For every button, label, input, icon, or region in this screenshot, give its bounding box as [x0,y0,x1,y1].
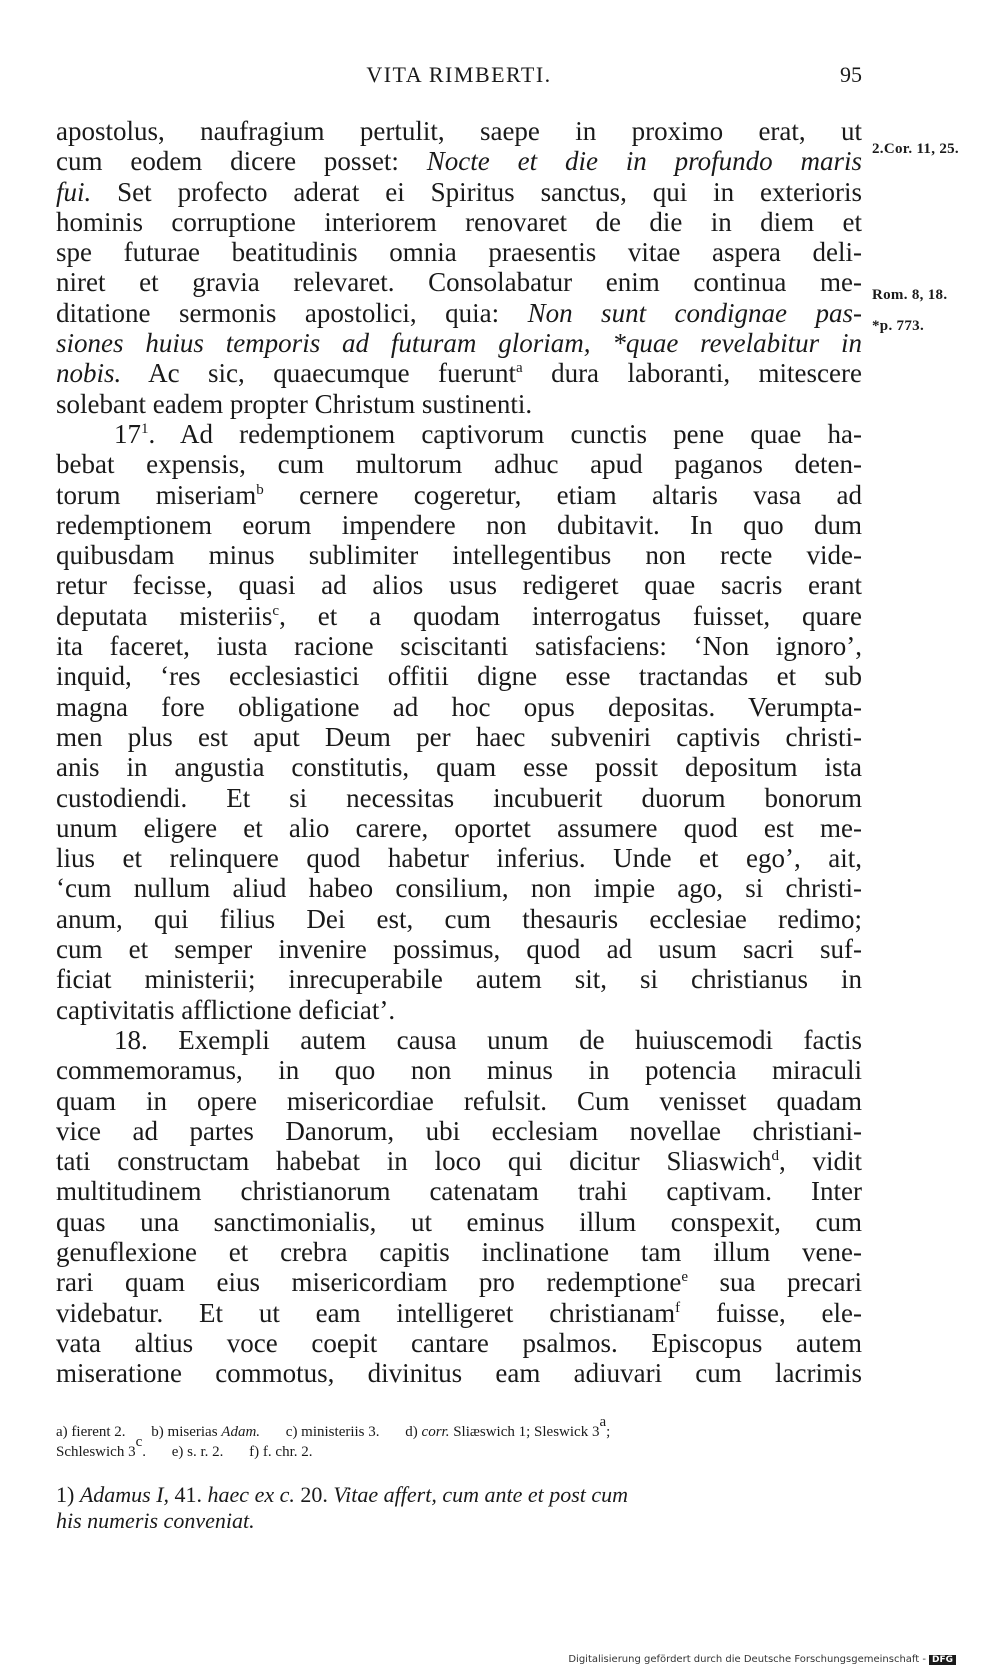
source-author: Adamus I, [79,1482,170,1507]
text-line: quas una sanctimonialis, ut eminus illum conspexit, cum [56,1206,862,1237]
footnote-line [56,1482,876,1508]
scripture-quote: Non sunt condignae pas- [527,297,862,328]
text-line: captivitatis afflictione deficiat’. [56,994,396,1025]
text-line: multitudinem christianorum catenatam trahi captivam. Inter [56,1176,862,1207]
footnote-b-source: Adam. [221,1424,261,1440]
text-span: Set profecto aderat ei Spiritus sanctus, qui in exterioris [91,176,862,207]
text-line [56,1298,862,1328]
footnote-line [56,1414,956,1442]
text-span: videbatur. Et ut eam intelligeret christianam [56,1297,676,1328]
text-line: 18. Exempli autem causa unum de huiuscemodi factis [114,1024,862,1055]
footnote-marker: a [516,360,523,377]
text-line: hominis corruptione interiorem renovaret de die in diem et [56,206,862,237]
text-span: Ac sic, quaecumque fuerunt [121,358,516,389]
footnote-d-punct: . [142,1444,146,1460]
margin-reference-2cor: 2.Cor. 11, 25. [872,141,959,157]
text-line: quam in opere misericordiae refulsit. Cum venisset quadam [56,1085,862,1116]
variant-footnotes [56,1414,956,1462]
main-text [56,116,862,1388]
text-line: inquid, ‘res ecclesiastici offitii digne esse tractandas et sub [56,661,862,692]
scripture-quote: *quae revelabitur in [612,328,862,359]
text-span: sua precari [688,1267,862,1298]
running-title: VITA RIMBERTI. [366,62,552,87]
footnote-c: c) ministeriis 3. [285,1424,380,1440]
footnote-marker: f [675,1299,681,1316]
text-line: ficiat ministerii; inrecuperabile autem sit, si christianus in [56,964,862,995]
source-footnote [56,1482,876,1534]
margin-reference-rom: Rom. 8, 18. [872,287,948,303]
footnote-marker: 1 [141,420,149,437]
footnote-line [56,1434,956,1462]
footnote-marker: a [599,1414,607,1430]
text-line: ‘cum nullum aliud habeo consilium, non impie ago, si christi- [56,873,862,904]
text-span: cum eodem dicere posset: [56,146,427,177]
footnote-b: b) miserias [151,1424,222,1440]
text-span: , et a quodam interrogatus fuisset, quare [279,600,863,631]
text-span: dura laboranti, mitescere [522,358,862,389]
scripture-quote: Nocte et die in profundo maris [426,146,862,177]
text-span: his numeris conveniat. [56,1508,255,1533]
text-line [56,419,862,449]
text-line: anis in angustia constitutis, quam esse possit depositum ista [56,752,862,783]
text-line: commemoramus, in quo non minus in potencia miraculi [56,1055,862,1086]
text-line [56,328,862,358]
text-line [56,480,862,510]
text-span: 20. [294,1482,334,1507]
footnote-f: f) f. chr. 2. [249,1444,313,1460]
text-line: niret et gravia relevaret. Consolabatur enim continua me- [56,267,862,298]
text-line [56,358,862,388]
text-line: retur fecisse, quasi ad alios usus redigeret quae sacris erant [56,570,862,601]
scripture-quote: nobis. [56,358,122,389]
text-line: solebant eadem propter Christum sustinenti. [56,388,533,419]
chapter-number: 17 [114,418,141,449]
running-head [56,62,862,92]
footnote-d-readings: Sliæswich 1; Sleswick 3 [449,1424,600,1440]
text-line: bebat expensis, cum multorum adhuc apud paganos deten- [56,449,862,480]
text-span: , vidit [778,1146,862,1177]
text-span: ditatione sermonis apostolici, quia: [56,297,528,328]
text-span: haec ex c. [207,1482,295,1507]
footnote-marker: c [272,602,280,619]
text-span: Vitae affert, cum ante et post cum [333,1482,629,1507]
text-line: men plus est aput Deum per haec subveniri captivis christi- [56,721,862,752]
footnote-marker: c [135,1434,143,1450]
text-line: miseratione commotus, divinitus eam adiuvari cum lacrimis [56,1358,862,1389]
footnote-e: e) s. r. 2. [171,1444,224,1460]
text-span: . Ad redemptionem captivorum cunctis pene quae ha- [148,418,862,449]
text-line [56,1146,862,1176]
footnote-marker: e [681,1269,689,1286]
text-span: torum miseriam [56,479,257,510]
text-span: cernere cogeretur, etiam altaris vasa ad [263,479,862,510]
text-span: rari quam eius misericordiam pro redemptione [56,1267,682,1298]
footnote-d-corr: corr. [421,1424,450,1440]
text-line: custodiendi. Et si necessitas incubuerit duorum bonorum [56,782,862,813]
scripture-quote: fui. [56,176,92,207]
text-span: tati constructam habebat in loco qui dicitur Sliaswich [56,1146,772,1177]
text-line: lius et relinquere quod habetur inferius. Unde et ego’, ait, [56,843,862,874]
text-line: spe futurae beatitudinis omnia praesentis vitae aspera deli- [56,237,862,268]
dfg-logo: DFG [929,1655,956,1665]
text-line: anum, qui filius Dei est, cum thesauris ecclesiae redimo; [56,903,862,934]
text-line: vice ad partes Danorum, ubi ecclesiam novellae christiani- [56,1115,862,1146]
text-span: fuisse, ele- [680,1297,862,1328]
text-line: genuflexione et crebra capitis inclinatione tam illum vene- [56,1236,862,1267]
scripture-quote: siones huius temporis ad futuram gloriam, [56,328,613,359]
text-line: quibusdam minus sublimiter intellegentibus non recte vide- [56,540,862,571]
text-line: vata altius voce coepit cantare psalmos. Episcopus autem [56,1327,862,1358]
text-line [56,177,862,207]
text-span: deputata misteriis [56,600,273,631]
footnote-d-punct: ; [606,1424,611,1440]
text-line: unum eligere et alio carere, oportet assumere quod est me- [56,812,862,843]
footnote-marker: d [771,1148,779,1165]
footnote-line [56,1508,876,1534]
margin-reference-page: *p. 773. [872,318,924,334]
text-line [56,298,862,328]
footnote-d-reading: Schleswich 3 [56,1444,136,1460]
text-line [56,1267,862,1297]
footnote-number: 1) [56,1482,80,1507]
digitization-credit [568,1654,956,1665]
text-line: cum et semper invenire possimus, quod ad usum sacri suf- [56,934,862,965]
text-line: ita faceret, iusta racione sciscitanti satisfaciens: ‘Non ignoro’, [56,631,862,662]
footnote-d: d) [405,1424,422,1440]
text-line: redemptionem eorum impendere non dubitavit. In quo dum [56,509,862,540]
credit-text: Digitalisierung gefördert durch die Deutsche Forschungsgemeinschaft - [568,1654,926,1665]
text-span: 41. [169,1482,208,1507]
text-line [56,601,862,631]
footnote-a: a) fierent 2. [56,1424,126,1440]
text-line: apostolus, naufragium pertulit, saepe in proximo erat, ut [56,116,862,146]
text-line [56,146,862,176]
text-line: magna fore obligatione ad hoc opus depositas. Verumpta- [56,691,862,722]
page-number: 95 [840,62,862,87]
footnote-marker: b [256,481,264,498]
